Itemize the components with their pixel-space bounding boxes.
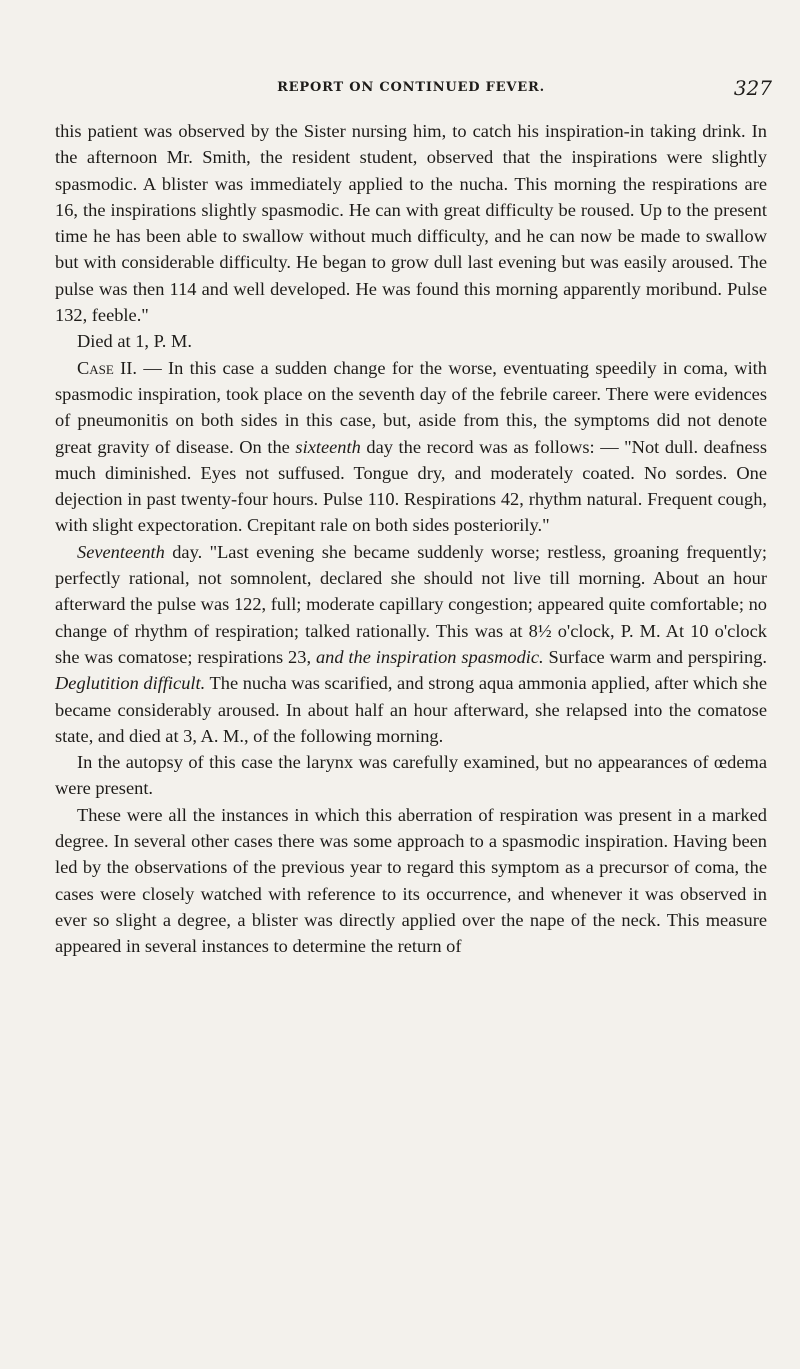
paragraph-autopsy: [55, 749, 767, 802]
paragraph-text: These were all the instances in which this aberration of respiration was present in a marked degree. In several other cases there was some approach to a spasmodic inspiration. Having been led by the observations of the previous year to regard this symptom as a precursor of coma, the cases were closely watched with reference to its occurrence, and whenever it was observed in ever so slight a degree, a blister was directly applied over the nape of the neck. This measure appeared in several instances to determine the return of: [55, 804, 767, 957]
body-text: [55, 118, 767, 960]
emphasis: and the inspiration spasmodic.: [315, 646, 544, 667]
paragraph-case-two: [55, 355, 767, 539]
paragraph-seventeenth-day: [55, 539, 767, 749]
running-head: REPORT ON CONTINUED FEVER.: [277, 80, 545, 95]
paragraph-death-note: [55, 328, 767, 354]
emphasis: Seventeenth: [77, 541, 165, 562]
paragraph-text: day the record was as follows: — "Not dull. deafness much diminished. Eyes not suffused. Tongue dry, and moderately coated. No sordes. One dejection in past twenty-four hours. Pulse 110. Respirations 42, rhythm natural. Frequent cough, with slight expectoration. Crepitant rale on both sides posteriorily.": [55, 436, 767, 536]
page-number: 327: [733, 76, 772, 100]
paragraph-text: this patient was observed by the Sister nursing him, to catch his inspiration-in taking drink. In the afternoon Mr. Smith, the resident student, observed that the inspirations were slightly spasmodic. A blister was immediately applied to the nucha. This morning the respirations are 16, the inspirations slightly spasmodic. He can with great difficulty be roused. Up to the present time he has been able to swallow without much difficulty, and he can now be made to swallow but with considerable difficulty. He began to grow dull last evening but was easily aroused. The pulse was then 114 and well developed. He was found this morning apparently moribund. Pulse 132, feeble.": [55, 121, 767, 326]
paragraph-text: In the autopsy of this case the larynx was carefully examined, but no appearances of œdema were present.: [55, 752, 767, 799]
paragraph-text: — In this case a sudden change for the worse, eventuating speedily in coma, with spasmodic inspiration, took place on the seventh day of the febrile career. There were evidences of pneumonitis on both sides in this case, but, aside from this, the symptoms did not denote great gravity of disease. On the: [55, 357, 767, 457]
paragraph-text: day. "Last evening she became suddenly worse; restless, groaning frequently; perfectly rational, not somnolent, declared she should not live till morning. About an hour afterward the pulse was 122, full; moderate capillary congestion; appeared quite comfortable; no change of rhythm of respiration; talked rationally. This was at 8½ o'clock, P. M. At 10 o'clock she was comatose; respirations 23,: [55, 541, 767, 667]
paragraph-summary: [55, 802, 767, 960]
emphasis: sixteenth: [295, 436, 361, 457]
paragraph-text: Died at 1, P. M.: [77, 331, 192, 352]
paragraph-continuation: [55, 118, 767, 328]
emphasis: Deglutition difficult.: [55, 673, 206, 694]
case-heading: Case II.: [77, 357, 137, 378]
paragraph-text: The nucha was scarified, and strong aqua ammonia applied, after which she became considerably aroused. In about half an hour afterward, she relapsed into the comatose state, and died at 3, A. M., of the following morning.: [55, 673, 767, 746]
paragraph-text: Surface warm and perspiring.: [543, 646, 767, 667]
